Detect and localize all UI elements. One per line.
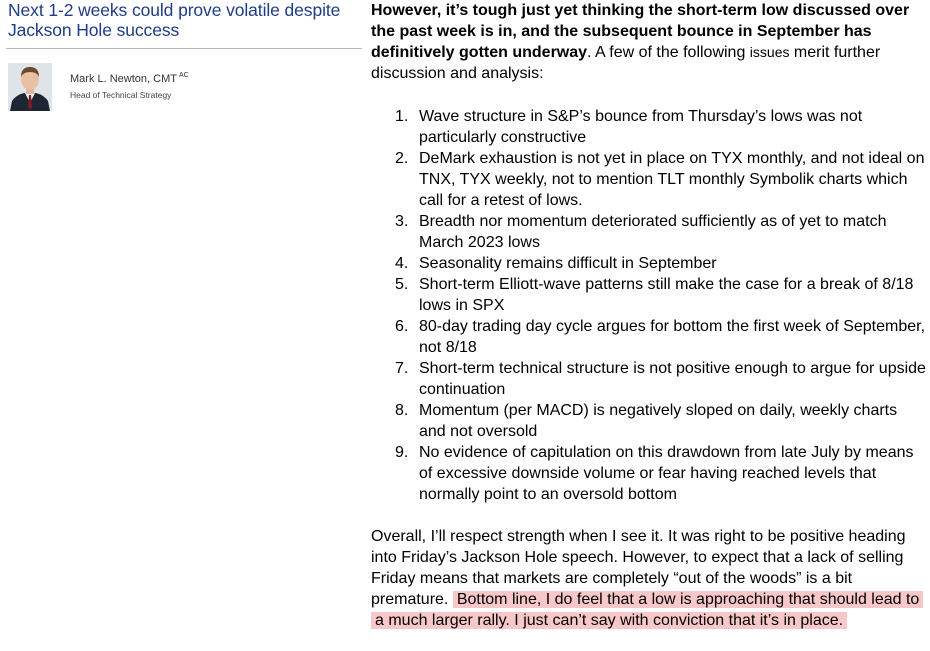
article-headline: Next 1-2 weeks could prove volatile despite Jackson Hole success [8, 0, 341, 40]
list-item-number: 8. [395, 402, 409, 419]
intro-end: merit further discussion and analysis: [371, 44, 881, 82]
list-item-text: Seasonality remains difficult in September [419, 255, 717, 272]
headline-divider [6, 48, 362, 49]
list-item-text: Breadth nor momentum deteriorated sufficiently as of yet to match March 2023 lows [419, 213, 887, 251]
list-item [371, 358, 926, 400]
left-column [0, 0, 362, 100]
issue-list [371, 106, 926, 505]
author-title: Head of Technical Strategy [70, 90, 172, 100]
list-item-text: Short-term Elliott-wave patterns still make the case for a break of 8/18 lows in SPX [419, 276, 914, 314]
list-item-number: 7. [395, 360, 409, 377]
list-item-text: No evidence of capitulation on this drawdown from late July by means of excessive downside volume or fear having reached levels that normally point to an oversold bottom [419, 444, 914, 503]
list-item-number: 2. [395, 150, 409, 167]
list-item [371, 274, 926, 316]
author-designation: AC [178, 72, 189, 79]
list-item [371, 106, 926, 148]
list-item [371, 148, 926, 211]
article-body [371, 0, 926, 631]
list-item-number: 3. [395, 213, 409, 230]
conclusion-paragraph [371, 526, 926, 631]
list-item-number: 1. [395, 108, 409, 125]
list-item-number: 5. [395, 276, 409, 293]
list-item-number: 4. [395, 255, 409, 272]
list-item-number: 9. [395, 444, 409, 461]
list-item-text: DeMark exhaustion is not yet in place on TYX monthly, and not ideal on TNX, TYX weekly, not to mention TLT monthly Symbolik charts which call for a retest of lows. [419, 150, 925, 209]
author-photo-icon [8, 63, 52, 111]
list-item [371, 400, 926, 442]
intro-issues-word: issues [749, 44, 790, 60]
list-item-text: Wave structure in S&P’s bounce from Thursday’s lows was not particularly constructive [419, 108, 863, 146]
author-block [8, 63, 348, 111]
list-item-text: Short-term technical structure is not positive enough to argue for upside continuation [419, 360, 926, 398]
list-item [371, 211, 926, 253]
highlighted-bottom-line: Bottom line, I do feel that a low is approaching that should lead to a much larger rally. I just can’t say with conviction that it’s in place. [371, 591, 923, 629]
author-name [70, 73, 189, 85]
intro-after-bold: . A few of the following [587, 44, 750, 61]
author-name-text: Mark L. Newton, CMT [70, 73, 177, 85]
list-item [371, 253, 926, 274]
list-item [371, 442, 926, 505]
list-item [371, 316, 926, 358]
intro-bold: However, it’s tough just yet thinking the short-term low discussed over the past week is in, and the subsequent bounce in September has definitively gotten underway [371, 2, 910, 61]
conclusion-text: Overall, I’ll respect strength when I see it. It was right to be positive heading into Friday’s Jackson Hole speech. However, to expect that a lack of selling Friday means that markets are completely “out of the woods” is a bit premature. [371, 528, 906, 608]
list-item-text: 80-day trading day cycle argues for bottom the first week of September, not 8/18 [419, 318, 926, 356]
list-item-text: Momentum (per MACD) is negatively sloped on daily, weekly charts and not oversold [419, 402, 898, 440]
intro-paragraph [371, 0, 926, 84]
list-item-number: 6. [395, 318, 409, 335]
